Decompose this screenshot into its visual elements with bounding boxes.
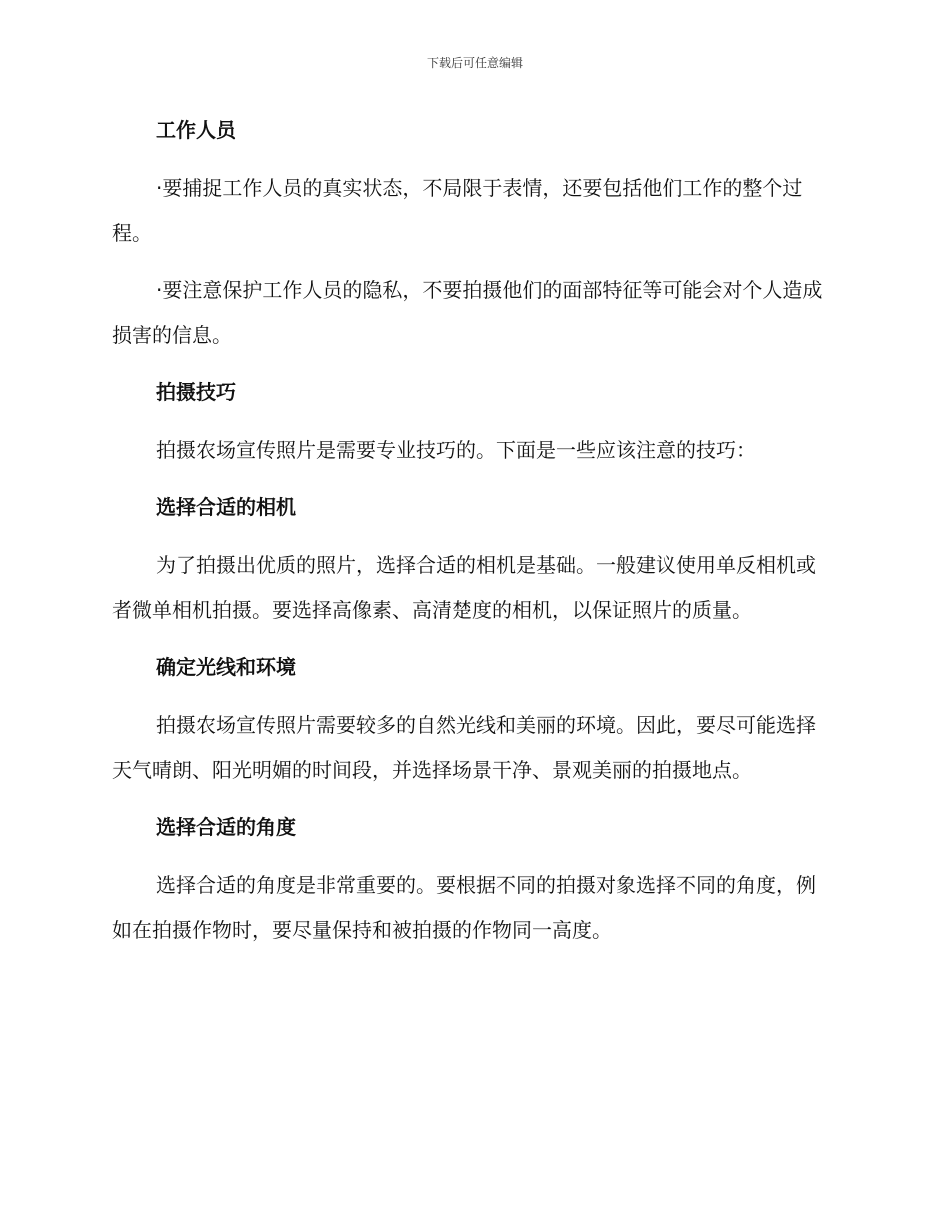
document-body — [112, 108, 832, 965]
paragraph-staff-state: ·要捕捉工作人员的真实状态，不局限于表情，还要包括他们工作的整个过程。 — [112, 176, 803, 245]
paragraph-techniques-intro: 拍摄农场宣传照片是需要专业技巧的。下面是一些应该注意的技巧： — [156, 438, 756, 462]
paragraph-angle: 选择合适的角度是非常重要的。要根据不同的拍摄对象选择不同的角度，例如在拍摄作物时，要尽量保持和被拍摄的作物同一高度。 — [112, 873, 816, 942]
page-header: 下载后可任意编辑 — [426, 56, 523, 70]
section-heading-camera: 选择合适的相机 — [156, 495, 296, 519]
section-heading-angle: 选择合适的角度 — [156, 815, 296, 839]
section-heading-light: 确定光线和环境 — [156, 655, 296, 679]
section-heading-staff: 工作人员 — [156, 118, 236, 142]
paragraph-light: 拍摄农场宣传照片需要较多的自然光线和美丽的环境。因此，要尽可能选择天气晴朗、阳光明媚的时间段，并选择场景干净、景观美丽的拍摄地点。 — [112, 713, 816, 782]
paragraph-camera: 为了拍摄出优质的照片，选择合适的相机是基础。一般建议使用单反相机或者微单相机拍摄。要选择高像素、高清楚度的相机，以保证照片的质量。 — [112, 553, 816, 622]
paragraph-staff-privacy: ·要注意保护工作人员的隐私，不要拍摄他们的面部特征等可能会对个人造成损害的信息。 — [112, 278, 823, 347]
section-heading-techniques: 拍摄技巧 — [156, 380, 236, 404]
